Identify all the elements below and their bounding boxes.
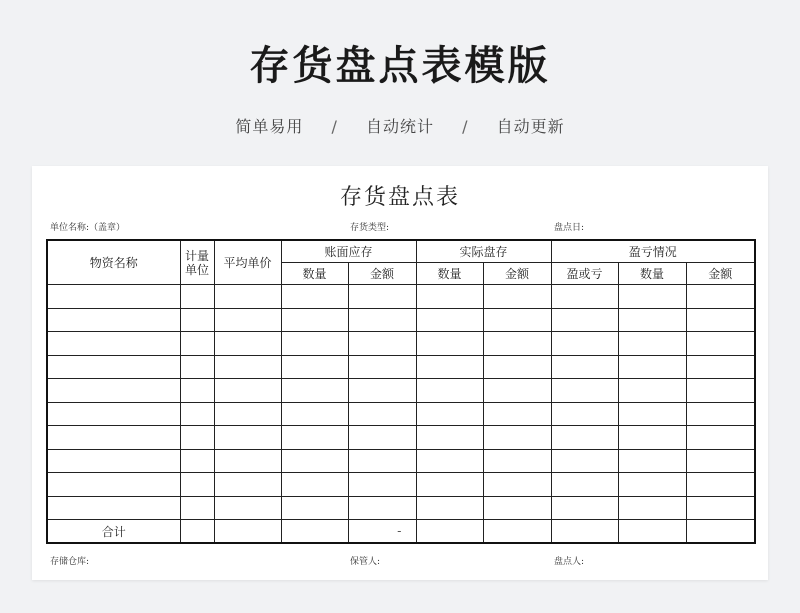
table-cell[interactable] <box>180 308 214 332</box>
table-cell[interactable] <box>686 449 755 473</box>
table-row <box>47 308 755 332</box>
table-cell[interactable] <box>551 379 618 403</box>
table-cell[interactable] <box>214 473 281 497</box>
table-cell[interactable] <box>180 332 214 356</box>
table-cell[interactable] <box>214 379 281 403</box>
header-book-stock: 账面应存 <box>281 240 416 263</box>
table-cell[interactable] <box>47 426 180 450</box>
table-cell[interactable] <box>686 379 755 403</box>
table-cell[interactable] <box>180 379 214 403</box>
table-cell[interactable] <box>348 285 416 309</box>
table-cell[interactable] <box>281 449 348 473</box>
total-row <box>47 520 755 544</box>
table-cell[interactable] <box>618 332 686 356</box>
table-cell[interactable] <box>618 449 686 473</box>
table-cell[interactable] <box>214 355 281 379</box>
table-cell[interactable] <box>214 402 281 426</box>
table-cell[interactable] <box>686 285 755 309</box>
table-cell[interactable] <box>686 355 755 379</box>
table-cell[interactable] <box>618 496 686 520</box>
header-item-name: 物资名称 <box>47 240 180 285</box>
table-cell[interactable] <box>618 355 686 379</box>
header-book-qty: 数量 <box>281 263 348 285</box>
table-cell[interactable] <box>416 449 483 473</box>
table-cell[interactable] <box>281 308 348 332</box>
table-cell[interactable] <box>348 426 416 450</box>
total-cell[interactable] <box>551 520 618 544</box>
table-cell[interactable] <box>47 473 180 497</box>
table-cell[interactable] <box>551 496 618 520</box>
table-cell[interactable] <box>551 426 618 450</box>
table-cell[interactable] <box>214 496 281 520</box>
table-cell[interactable] <box>483 308 551 332</box>
header-diff-qty: 数量 <box>618 263 686 285</box>
table-cell[interactable] <box>618 308 686 332</box>
table-cell[interactable] <box>348 355 416 379</box>
header-unit: 计量单位 <box>180 240 214 285</box>
total-cell[interactable] <box>618 520 686 544</box>
table-cell[interactable] <box>618 379 686 403</box>
table-cell[interactable] <box>281 379 348 403</box>
header-gain-or-loss: 盈或亏 <box>551 263 618 285</box>
keeper-label: 保管人: <box>350 557 381 567</box>
total-cell[interactable] <box>686 520 755 544</box>
table-cell[interactable] <box>618 402 686 426</box>
table-cell[interactable] <box>551 332 618 356</box>
header-actual-stock: 实际盘存 <box>416 240 551 263</box>
table-cell[interactable] <box>686 473 755 497</box>
table-row <box>47 402 755 426</box>
table-row <box>47 379 755 403</box>
table-cell[interactable] <box>416 473 483 497</box>
table-row <box>47 426 755 450</box>
table-cell[interactable] <box>483 473 551 497</box>
header-diff-amount: 金额 <box>686 263 755 285</box>
table-cell[interactable] <box>483 449 551 473</box>
table-row <box>47 355 755 379</box>
header-avg-price: 平均单价 <box>214 240 281 285</box>
table-cell[interactable] <box>348 402 416 426</box>
feature-list <box>0 114 800 137</box>
table-cell[interactable] <box>686 426 755 450</box>
inventory-table <box>46 239 756 544</box>
header-actual-amount: 金额 <box>483 263 551 285</box>
total-book-amount[interactable]: - <box>348 520 416 544</box>
table-cell[interactable] <box>47 285 180 309</box>
table-cell[interactable] <box>281 496 348 520</box>
table-row <box>47 332 755 356</box>
table-cell[interactable] <box>483 379 551 403</box>
table-cell[interactable] <box>281 285 348 309</box>
table-cell[interactable] <box>618 426 686 450</box>
table-row <box>47 473 755 497</box>
table-cell[interactable] <box>214 449 281 473</box>
table-cell[interactable] <box>416 402 483 426</box>
table-cell[interactable] <box>551 449 618 473</box>
table-cell[interactable] <box>686 332 755 356</box>
table-cell[interactable] <box>348 449 416 473</box>
inventory-sheet <box>32 166 768 580</box>
table-cell[interactable] <box>281 355 348 379</box>
table-cell[interactable] <box>214 426 281 450</box>
table-cell[interactable] <box>551 402 618 426</box>
table-cell[interactable] <box>281 426 348 450</box>
table-cell[interactable] <box>180 449 214 473</box>
table-cell[interactable] <box>551 308 618 332</box>
table-cell[interactable] <box>47 402 180 426</box>
count-date-label: 盘点日: <box>554 223 585 233</box>
feature-easy: 简单易用 <box>235 117 304 136</box>
table-cell[interactable] <box>551 285 618 309</box>
table-cell[interactable] <box>416 308 483 332</box>
table-cell[interactable] <box>348 379 416 403</box>
table-cell[interactable] <box>416 426 483 450</box>
table-cell[interactable] <box>416 285 483 309</box>
table-cell[interactable] <box>180 402 214 426</box>
header-book-amount: 金额 <box>348 263 416 285</box>
table-cell[interactable] <box>281 402 348 426</box>
table-cell[interactable] <box>551 473 618 497</box>
table-cell[interactable] <box>214 285 281 309</box>
warehouse-label: 存储仓库: <box>50 557 90 567</box>
table-cell[interactable] <box>348 496 416 520</box>
table-cell[interactable] <box>180 473 214 497</box>
table-cell[interactable] <box>686 496 755 520</box>
table-cell[interactable] <box>483 426 551 450</box>
table-cell[interactable] <box>618 285 686 309</box>
separator: / <box>462 117 469 136</box>
table-cell[interactable] <box>483 285 551 309</box>
sheet-title: 存货盘点表 <box>339 185 460 210</box>
table-cell[interactable] <box>416 379 483 403</box>
table-cell[interactable] <box>348 308 416 332</box>
total-label: 合计 <box>47 520 180 544</box>
unit-name-label: 单位名称:（盖章） <box>50 223 126 233</box>
table-cell[interactable] <box>483 496 551 520</box>
page-title: 存货盘点表模版 <box>249 43 551 89</box>
table-row <box>47 449 755 473</box>
table-cell[interactable] <box>180 496 214 520</box>
table-cell[interactable] <box>483 332 551 356</box>
header-gain-loss: 盈亏情况 <box>551 240 755 263</box>
table-cell[interactable] <box>180 285 214 309</box>
table-cell[interactable] <box>47 496 180 520</box>
table-cell[interactable] <box>214 308 281 332</box>
table-cell[interactable] <box>214 332 281 356</box>
table-cell[interactable] <box>618 473 686 497</box>
table-cell[interactable] <box>416 496 483 520</box>
total-cell[interactable] <box>214 520 281 544</box>
table-cell[interactable] <box>281 332 348 356</box>
table-cell[interactable] <box>686 402 755 426</box>
total-cell[interactable] <box>180 520 214 544</box>
total-cell[interactable] <box>416 520 483 544</box>
table-cell[interactable] <box>348 473 416 497</box>
total-cell[interactable] <box>281 520 348 544</box>
total-cell[interactable] <box>483 520 551 544</box>
table-cell[interactable] <box>416 332 483 356</box>
table-cell[interactable] <box>686 308 755 332</box>
separator: / <box>331 117 338 136</box>
table-cell[interactable] <box>47 379 180 403</box>
table-cell[interactable] <box>483 402 551 426</box>
table-row <box>47 496 755 520</box>
table-cell[interactable] <box>180 355 214 379</box>
counter-label: 盘点人: <box>554 557 585 567</box>
table-cell[interactable] <box>281 473 348 497</box>
table-cell[interactable] <box>551 355 618 379</box>
table-cell[interactable] <box>47 332 180 356</box>
table-cell[interactable] <box>47 308 180 332</box>
table-cell[interactable] <box>416 355 483 379</box>
table-cell[interactable] <box>348 332 416 356</box>
feature-auto-stat: 自动统计 <box>365 117 434 136</box>
table-cell[interactable] <box>180 426 214 450</box>
stock-type-label: 存货类型: <box>350 223 390 233</box>
table-cell[interactable] <box>47 355 180 379</box>
table-cell[interactable] <box>47 449 180 473</box>
table-row <box>47 285 755 309</box>
header-actual-qty: 数量 <box>416 263 483 285</box>
feature-auto-update: 自动更新 <box>496 117 565 136</box>
table-cell[interactable] <box>483 355 551 379</box>
